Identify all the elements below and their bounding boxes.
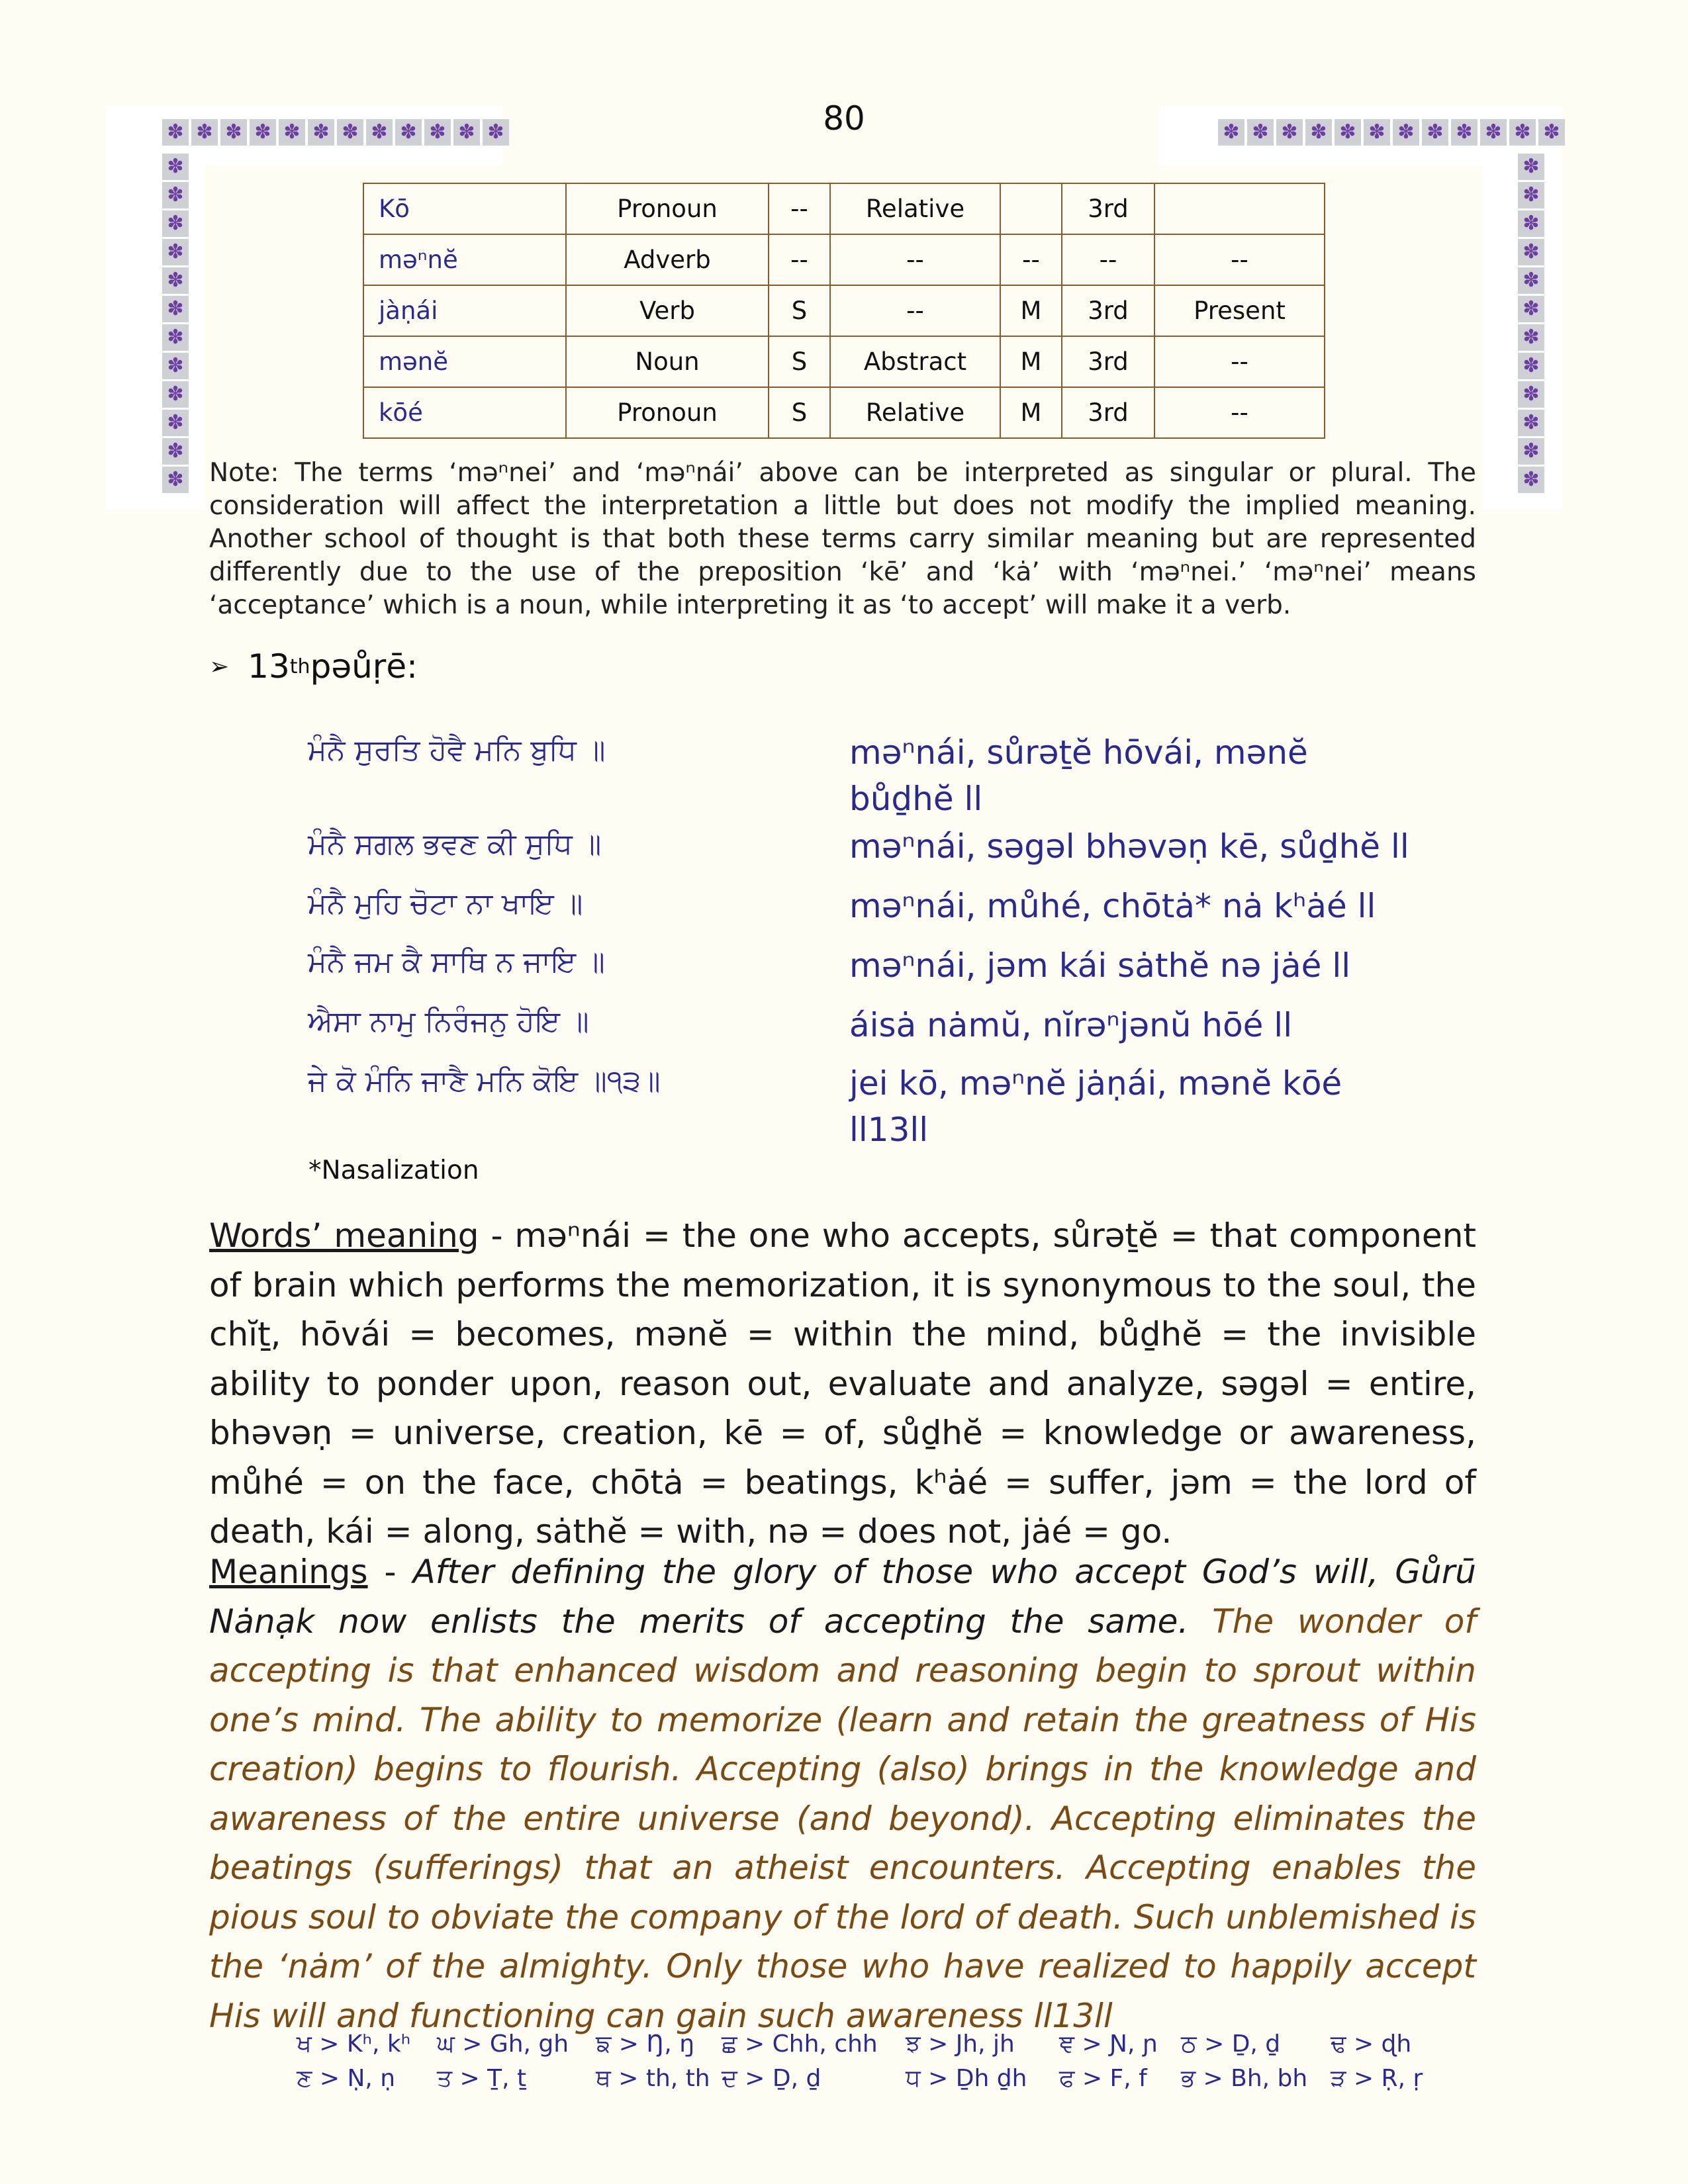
verse-gurmukhi: ਐਸਾ ਨਾਮੁ ਨਿਰੰਜਨੁ ਹੋਇ ॥ xyxy=(308,1005,589,1038)
table-cell: 3rd xyxy=(1062,387,1154,438)
flower-ornament-icon: ✽ xyxy=(162,296,189,322)
verse-translit: məⁿnái, səgəl bhəvəṇ kē, sůḏhĕ ll xyxy=(849,827,1409,866)
table-cell: -- xyxy=(1154,387,1325,438)
flower-ornament-icon: ✽ xyxy=(1422,119,1448,146)
verse-gurmukhi: ਮੰਨੈ ਸਗਲ ਭਵਣ ਕੀ ਸੁਧਿ ॥ xyxy=(308,827,602,861)
transliteration-key-item: ਣ > Ṇ, ṇ xyxy=(297,2065,396,2092)
table-cell xyxy=(1000,183,1062,234)
verse-gurmukhi: ਮੰਨੈ ਜਮ ਕੈ ਸਾਥਿ ਨ ਜਾਇ ॥ xyxy=(308,945,605,979)
grammar-table xyxy=(363,183,1325,439)
flower-ornament-icon: ✽ xyxy=(1518,182,1544,208)
flower-ornament-icon: ✽ xyxy=(1518,381,1544,408)
verse-gurmukhi: ਜੇ ਕੋ ਮੰਨਿ ਜਾਣੈ ਮਨਿ ਕੋਇ ॥੧੩॥ xyxy=(308,1064,661,1098)
flower-ornament-icon: ✽ xyxy=(1518,210,1544,237)
flower-ornament-icon: ✽ xyxy=(1518,296,1544,322)
flower-ornament-icon: ✽ xyxy=(1451,119,1477,146)
transliteration-key-item: ਦ > Ḏ, ḏ xyxy=(722,2065,821,2092)
flower-ornament-icon: ✽ xyxy=(162,410,189,436)
table-row xyxy=(363,234,1325,285)
table-cell: Pronoun xyxy=(566,387,769,438)
flower-ornament-icon: ✽ xyxy=(453,119,480,146)
page-number: 80 xyxy=(823,99,865,138)
table-cell: -- xyxy=(769,183,830,234)
flower-ornament-icon: ✽ xyxy=(1538,119,1565,146)
flower-ornament-icon: ✽ xyxy=(162,381,189,408)
meanings-dash: - xyxy=(367,1553,413,1591)
flower-ornament-icon: ✽ xyxy=(162,324,189,351)
table-cell: Kō xyxy=(363,183,566,234)
table-cell: -- xyxy=(830,285,1000,336)
flower-ornament-icon: ✽ xyxy=(162,119,189,146)
transliteration-key-item: ਭ > Bh, bh xyxy=(1181,2065,1308,2092)
flower-ornament-icon: ✽ xyxy=(1518,267,1544,294)
arrow-bullet-icon: ➢ xyxy=(209,653,230,680)
flower-ornament-icon: ✽ xyxy=(424,119,451,146)
table-cell: Pronoun xyxy=(566,183,769,234)
flower-ornament-icon: ✽ xyxy=(1335,119,1361,146)
section-heading xyxy=(209,647,418,686)
flower-ornament-icon: ✽ xyxy=(1518,154,1544,180)
table-cell: S xyxy=(769,285,830,336)
words-meaning-label: Words’ meaning xyxy=(209,1216,479,1255)
flower-ornament-icon: ✽ xyxy=(1480,119,1507,146)
heading-text: pəůṛē: xyxy=(310,647,418,686)
flower-ornament-icon: ✽ xyxy=(1518,353,1544,379)
table-cell: Noun xyxy=(566,336,769,387)
ornament-border-right xyxy=(1518,154,1544,493)
verse-translit: məⁿnái, můhé, chōtȧ* nȧ kʰȧé ll xyxy=(849,887,1376,925)
flower-ornament-icon: ✽ xyxy=(1518,438,1544,465)
nasalization-note: *Nasalization xyxy=(308,1156,479,1185)
flower-ornament-icon: ✽ xyxy=(279,119,305,146)
table-cell: mənĕ xyxy=(363,336,566,387)
verse-translit: məⁿnái, sůrəṯĕ hōvái, mənĕ bůḏhĕ ll xyxy=(849,733,1308,818)
table-cell: M xyxy=(1000,285,1062,336)
flower-ornament-icon: ✽ xyxy=(162,353,189,379)
table-cell: -- xyxy=(1062,234,1154,285)
note-paragraph: Note: The terms ‘məⁿnei’ and ‘məⁿnái’ above can be interpreted as singular or plural. The consideration will affect the interpretation a little but does not modify the implied meaning. Another school of thought is that both these terms carry similar meaning but are represented differently due to the use of the preposition ‘kē’ and ‘kȧ’ with ‘məⁿnei.’ ‘məⁿnei’ means ‘acceptance’ which is a noun, while interpreting it as ‘to accept’ will make it a verb. xyxy=(209,458,1476,620)
flower-ornament-icon: ✽ xyxy=(308,119,334,146)
table-cell: kōé xyxy=(363,387,566,438)
table-cell: jàṇái xyxy=(363,285,566,336)
transliteration-key-item: ਧ > Ḏh ḏh xyxy=(906,2065,1027,2092)
flower-ornament-icon: ✽ xyxy=(162,239,189,265)
words-meaning-paragraph xyxy=(209,1211,1476,1557)
flower-ornament-icon: ✽ xyxy=(162,154,189,180)
transliteration-key-item: ਘ > Gh, gh xyxy=(437,2030,569,2058)
table-row xyxy=(363,285,1325,336)
table-cell xyxy=(1154,183,1325,234)
ornament-border-left xyxy=(162,154,189,493)
transliteration-key-item: ੜ > Ṛ, ṛ xyxy=(1331,2065,1423,2092)
table-cell: S xyxy=(769,387,830,438)
flower-ornament-icon: ✽ xyxy=(1305,119,1332,146)
flower-ornament-icon: ✽ xyxy=(1518,324,1544,351)
table-row xyxy=(363,336,1325,387)
flower-ornament-icon: ✽ xyxy=(1518,410,1544,436)
meanings-body: The wonder of accepting is that enhanced wisdom and reasoning begin to sprout within one’s mind. The ability to memorize (learn and retain the greatness of His creation) begins to flourish. Accepting (also) brings in the knowledge and awareness of the entire universe (and beyond). Accepting eliminates the beatings (sufferings) that an atheist encounters. Accepting enables the pious soul to obviate the company of the lord of death. Such unblemished is the ‘nȧm’ of the almighty. Only those who have realized to happily accept His will and functioning can gain such awareness ll13ll xyxy=(209,1602,1476,2035)
verse-translit: məⁿnái, jəm kái sȧthĕ nə jȧé ll xyxy=(849,946,1351,985)
table-cell: Relative xyxy=(830,183,1000,234)
flower-ornament-icon: ✽ xyxy=(1518,467,1544,493)
words-meaning-text: - məⁿnái = the one who accepts, sůrəṯĕ = that component of brain which performs the memorization, it is synonymous to the soul, the chĭṯ, hōvái = becomes, mənĕ = within the mind, bůḏhĕ = the invisible ability to ponder upon, reason out, evaluate and analyze, səgəl = entire, bhəvəṇ = universe, creation, kē = of, sůḏhĕ = knowledge or awareness, můhé = on the face, chōtȧ = beatings, kʰȧé = suffer, jəm = the lord of death, kái = along, sȧthĕ = with, nə = does not, jȧé = go. xyxy=(209,1216,1476,1551)
flower-ornament-icon: ✽ xyxy=(250,119,276,146)
flower-ornament-icon: ✽ xyxy=(366,119,393,146)
table-cell: Adverb xyxy=(566,234,769,285)
table-row xyxy=(363,387,1325,438)
verse-translit: jei kō, məⁿnĕ jȧṇái, mənĕ kōé ll13ll xyxy=(849,1064,1342,1149)
flower-ornament-icon: ✽ xyxy=(1276,119,1303,146)
flower-ornament-icon: ✽ xyxy=(162,182,189,208)
table-cell: -- xyxy=(769,234,830,285)
meanings-paragraph xyxy=(209,1547,1476,2040)
table-cell: Relative xyxy=(830,387,1000,438)
verse-gurmukhi: ਮੰਨੈ ਮੁਹਿ ਚੋਟਾ ਨਾ ਖਾਇ ॥ xyxy=(308,887,583,921)
table-cell: -- xyxy=(830,234,1000,285)
transliteration-key-item: ਝ > Jh, jh xyxy=(906,2030,1015,2058)
flower-ornament-icon: ✽ xyxy=(1218,119,1244,146)
transliteration-key-item: ਥ > th, th xyxy=(596,2065,710,2092)
table-cell: Verb xyxy=(566,285,769,336)
transliteration-key-item: ਞ > Ɲ, ɲ xyxy=(1059,2030,1158,2058)
flower-ornament-icon: ✽ xyxy=(162,267,189,294)
table-cell: Abstract xyxy=(830,336,1000,387)
table-cell: M xyxy=(1000,387,1062,438)
verse-gurmukhi: ਮੰਨੈ ਸੁਰਤਿ ਹੋਵੈ ਮਨਿ ਬੁਧਿ ॥ xyxy=(308,733,606,767)
table-cell: M xyxy=(1000,336,1062,387)
transliteration-key-item: ਫ > F, f xyxy=(1059,2065,1147,2092)
flower-ornament-icon: ✽ xyxy=(337,119,363,146)
flower-ornament-icon: ✽ xyxy=(191,119,218,146)
flower-ornament-icon: ✽ xyxy=(1247,119,1274,146)
frame-left xyxy=(106,106,205,510)
table-cell: -- xyxy=(1154,336,1325,387)
verse-translit: áisȧ nȧmŭ, nĭrəⁿjənŭ hōé ll xyxy=(849,1006,1293,1044)
meanings-label: Meanings xyxy=(209,1553,368,1591)
flower-ornament-icon: ✽ xyxy=(1364,119,1390,146)
flower-ornament-icon: ✽ xyxy=(1393,119,1419,146)
table-cell: 3rd xyxy=(1062,336,1154,387)
heading-sup: th xyxy=(289,655,310,678)
table-row xyxy=(363,183,1325,234)
transliteration-key-item: ਛ > Chh, chh xyxy=(722,2030,878,2058)
table-cell: Present xyxy=(1154,285,1325,336)
flower-ornament-icon: ✽ xyxy=(1509,119,1536,146)
flower-ornament-icon: ✽ xyxy=(162,210,189,237)
table-cell: 3rd xyxy=(1062,183,1154,234)
flower-ornament-icon: ✽ xyxy=(162,438,189,465)
heading-number: 13 xyxy=(248,647,290,686)
flower-ornament-icon: ✽ xyxy=(1518,239,1544,265)
meanings-intro: After defining the glory of those who accept God’s will, Gůrū Nȧnạk now enlists the merits of accepting the same. xyxy=(209,1553,1476,1641)
table-cell: S xyxy=(769,336,830,387)
table-cell: -- xyxy=(1000,234,1062,285)
flower-ornament-icon: ✽ xyxy=(483,119,509,146)
transliteration-key-item: ਖ > Kʰ, kʰ xyxy=(297,2030,411,2058)
table-cell: məⁿnĕ xyxy=(363,234,566,285)
transliteration-key-item: ਠ > Ḏ, ḏ xyxy=(1181,2030,1281,2058)
flower-ornament-icon: ✽ xyxy=(162,467,189,493)
transliteration-key-item: ਢ > ɖh xyxy=(1331,2030,1412,2058)
flower-ornament-icon: ✽ xyxy=(395,119,422,146)
table-cell: -- xyxy=(1154,234,1325,285)
table-cell: 3rd xyxy=(1062,285,1154,336)
transliteration-key-item: ਤ > Ṯ, ṯ xyxy=(437,2065,527,2092)
flower-ornament-icon: ✽ xyxy=(220,119,247,146)
transliteration-key-item: ਙ > Ŋ, ŋ xyxy=(596,2030,695,2058)
